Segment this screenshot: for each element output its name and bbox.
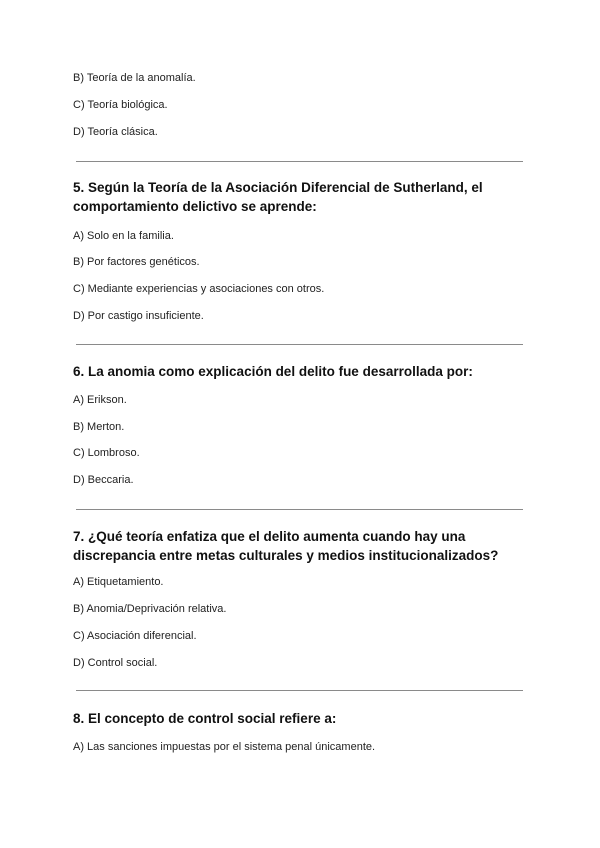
option-6c: C) Lombroso. — [73, 447, 140, 459]
option-7c: C) Asociación diferencial. — [73, 630, 197, 642]
divider — [76, 344, 523, 345]
question-5: 5. Según la Teoría de la Asociación Diferencial de Sutherland, el comportamiento delictivo se aprende: — [73, 180, 483, 214]
option-7a: A) Etiquetamiento. — [73, 576, 164, 588]
option-4b: B) Teoría de la anomalía. — [73, 72, 196, 84]
divider — [76, 690, 523, 691]
option-6b: B) Merton. — [73, 421, 125, 433]
option-6a: A) Erikson. — [73, 394, 127, 406]
option-4c: C) Teoría biológica. — [73, 99, 168, 111]
question-8: 8. El concepto de control social refiere a: — [73, 711, 337, 726]
question-7: 7. ¿Qué teoría enfatiza que el delito aumenta cuando hay una discrepancia entre metas culturales y medios institucionalizados? — [73, 529, 499, 563]
option-4d: D) Teoría clásica. — [73, 126, 158, 138]
option-6d: D) Beccaria. — [73, 474, 134, 486]
option-7d: D) Control social. — [73, 657, 158, 669]
option-5c: C) Mediante experiencias y asociaciones con otros. — [73, 283, 325, 295]
question-6: 6. La anomia como explicación del delito fue desarrollada por: — [73, 364, 473, 379]
option-5b: B) Por factores genéticos. — [73, 256, 200, 268]
option-7b: B) Anomia/Deprivación relativa. — [73, 603, 227, 615]
option-5d: D) Por castigo insuficiente. — [73, 310, 204, 322]
option-8a: A) Las sanciones impuestas por el sistema penal únicamente. — [73, 741, 376, 753]
option-5a: A) Solo en la familia. — [73, 230, 174, 242]
divider — [76, 509, 523, 510]
divider — [76, 161, 523, 162]
